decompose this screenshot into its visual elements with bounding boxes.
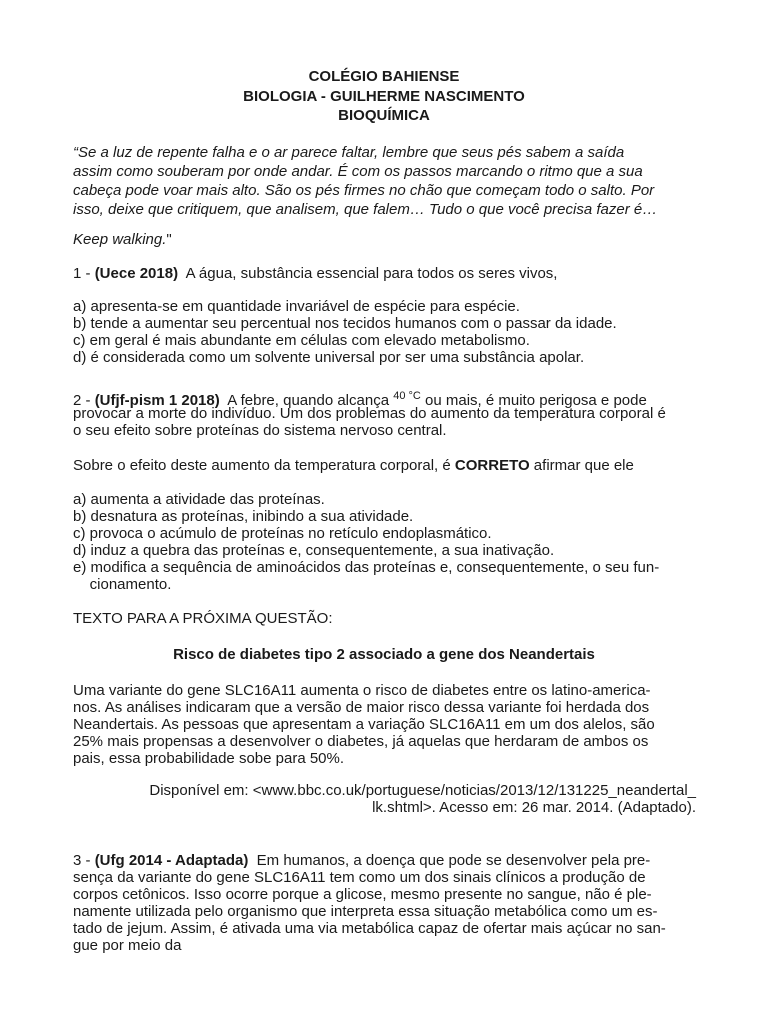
question-2-option-a: a) aumenta a atividade das proteínas. (73, 491, 325, 508)
question-2-option-b: b) desnatura as proteínas, inibindo a sua atividade. (73, 508, 414, 525)
question-3-text-part-1: Em humanos, a doença que pode se desenvolver pela pre- (248, 852, 651, 869)
school-name: COLÉGIO BAHIENSE (308, 68, 460, 85)
question-3-line-3: corpos cetônicos. Isso ocorre porque a glicose, mesmo presente no sangue, não é ple- (73, 886, 652, 903)
question-2-source: (Ufjf-pism 1 2018) (94, 392, 220, 409)
question-3-source: (Ufg 2014 - Adaptada) (94, 852, 249, 869)
article-line-5: pais, essa probabilidade sobe para 50%. (73, 750, 345, 767)
quote-line-3: cabeça pode voar mais alto. São os pés firmes no chão que começam todo o salto. Por (73, 182, 655, 199)
question-1-text: A água, substância essencial para todos os seres vivos, (178, 265, 558, 282)
question-2-text-part-1: A febre, quando alcança (219, 392, 394, 409)
question-2-stem-line-2: provocar a morte do indivíduo. Um dos problemas do aumento da temperatura corporal é (73, 405, 666, 422)
article-line-4: 25% mais propensas a desenvolver o diabetes, já aquelas que herdaram de ambos os (73, 733, 649, 750)
question-1-option-c: c) em geral é mais abundante em células com elevado metabolismo. (73, 332, 530, 349)
question-3-number: 3 - (73, 852, 95, 869)
question-3-line-4: namente utilizada pelo organismo que interpreta essa situação metabólica como um es- (73, 903, 658, 920)
question-2-temperature: 40 °C (393, 390, 421, 402)
article-title: Risco de diabetes tipo 2 associado a gene dos Neandertais (173, 646, 595, 663)
question-2-number: 2 - (73, 392, 95, 409)
question-2-prompt-bold: CORRETO (454, 457, 530, 474)
quote-line-4: isso, deixe que critiquem, que analisem, que falem… Tudo o que você precisa fazer é… (73, 201, 658, 218)
question-3-line-5: tado de jejum. Assim, é ativada uma via metabólica capaz de ofertar mais açúcar no san- (73, 920, 666, 937)
topic-title: BIOQUÍMICA (338, 107, 430, 124)
question-2-prompt (73, 457, 634, 474)
question-2-option-d: d) induz a quebra das proteínas e, consequentemente, a sua inativação. (73, 542, 555, 559)
article-line-3: Neandertais. As pessoas que apresentam a variação SLC16A11 em um dos alelos, são (73, 716, 655, 733)
question-2-option-c: c) provoca o acúmulo de proteínas no retículo endoplasmático. (73, 525, 492, 542)
question-1-option-b: b) tende a aumentar seu percentual nos tecidos humanos com o passar da idade. (73, 315, 617, 332)
question-2-option-e-continuation: cionamento. (73, 576, 172, 593)
quote-line-1: “Se a luz de repente falha e o ar parece faltar, lembre que seus pés sabem a saída (73, 144, 625, 161)
question-1-option-d: d) é considerada como um solvente universal por ser uma substância apolar. (73, 349, 585, 366)
question-2-option-e: e) modifica a sequência de aminoácidos das proteínas e, consequentemente, o seu fun- (73, 559, 660, 576)
subject-line: BIOLOGIA - GUILHERME NASCIMENTO (243, 88, 525, 105)
quote-closing-italic: Keep walking. (73, 231, 167, 248)
question-2-prompt-part-1: Sobre o efeito deste aumento da temperatura corporal, é (73, 457, 455, 474)
question-1-option-a: a) apresenta-se em quantidade invariável de espécie para espécie. (73, 298, 520, 315)
question-3-line-2: sença da variante do gene SLC16A11 tem como um dos sinais clínicos a produção de (73, 869, 646, 886)
text-intro-heading: TEXTO PARA A PRÓXIMA QUESTÃO: (73, 610, 333, 627)
question-1-number: 1 - (73, 265, 95, 282)
article-source-line-2: lk.shtml>. Acesso em: 26 mar. 2014. (Adaptado). (372, 799, 696, 816)
question-2-text-part-2: ou mais, é muito perigosa e pode (420, 392, 647, 409)
article-source-line-1: Disponível em: <www.bbc.co.uk/portuguese/noticias/2013/12/131225_neandertal_ (149, 782, 696, 799)
question-3-stem-line-1 (73, 852, 650, 869)
article-line-1: Uma variante do gene SLC16A11 aumenta o risco de diabetes entre os latino-america- (73, 682, 651, 699)
quote-closing (73, 231, 172, 248)
question-2-prompt-part-2: afirmar que ele (529, 457, 634, 474)
question-2-stem-line-3: o seu efeito sobre proteínas do sistema nervoso central. (73, 422, 447, 439)
question-1-source: (Uece 2018) (94, 265, 179, 282)
quote-line-2: assim como souberam por onde andar. É com os passos marcando o ritmo que a sua (73, 163, 643, 180)
article-line-2: nos. As análises indicaram que a versão de maior risco dessa variante foi herdada dos (73, 699, 650, 716)
question-3-line-6: gue por meio da (73, 937, 182, 954)
question-1-stem (73, 265, 557, 282)
quote-closing-mark: " (166, 231, 172, 248)
